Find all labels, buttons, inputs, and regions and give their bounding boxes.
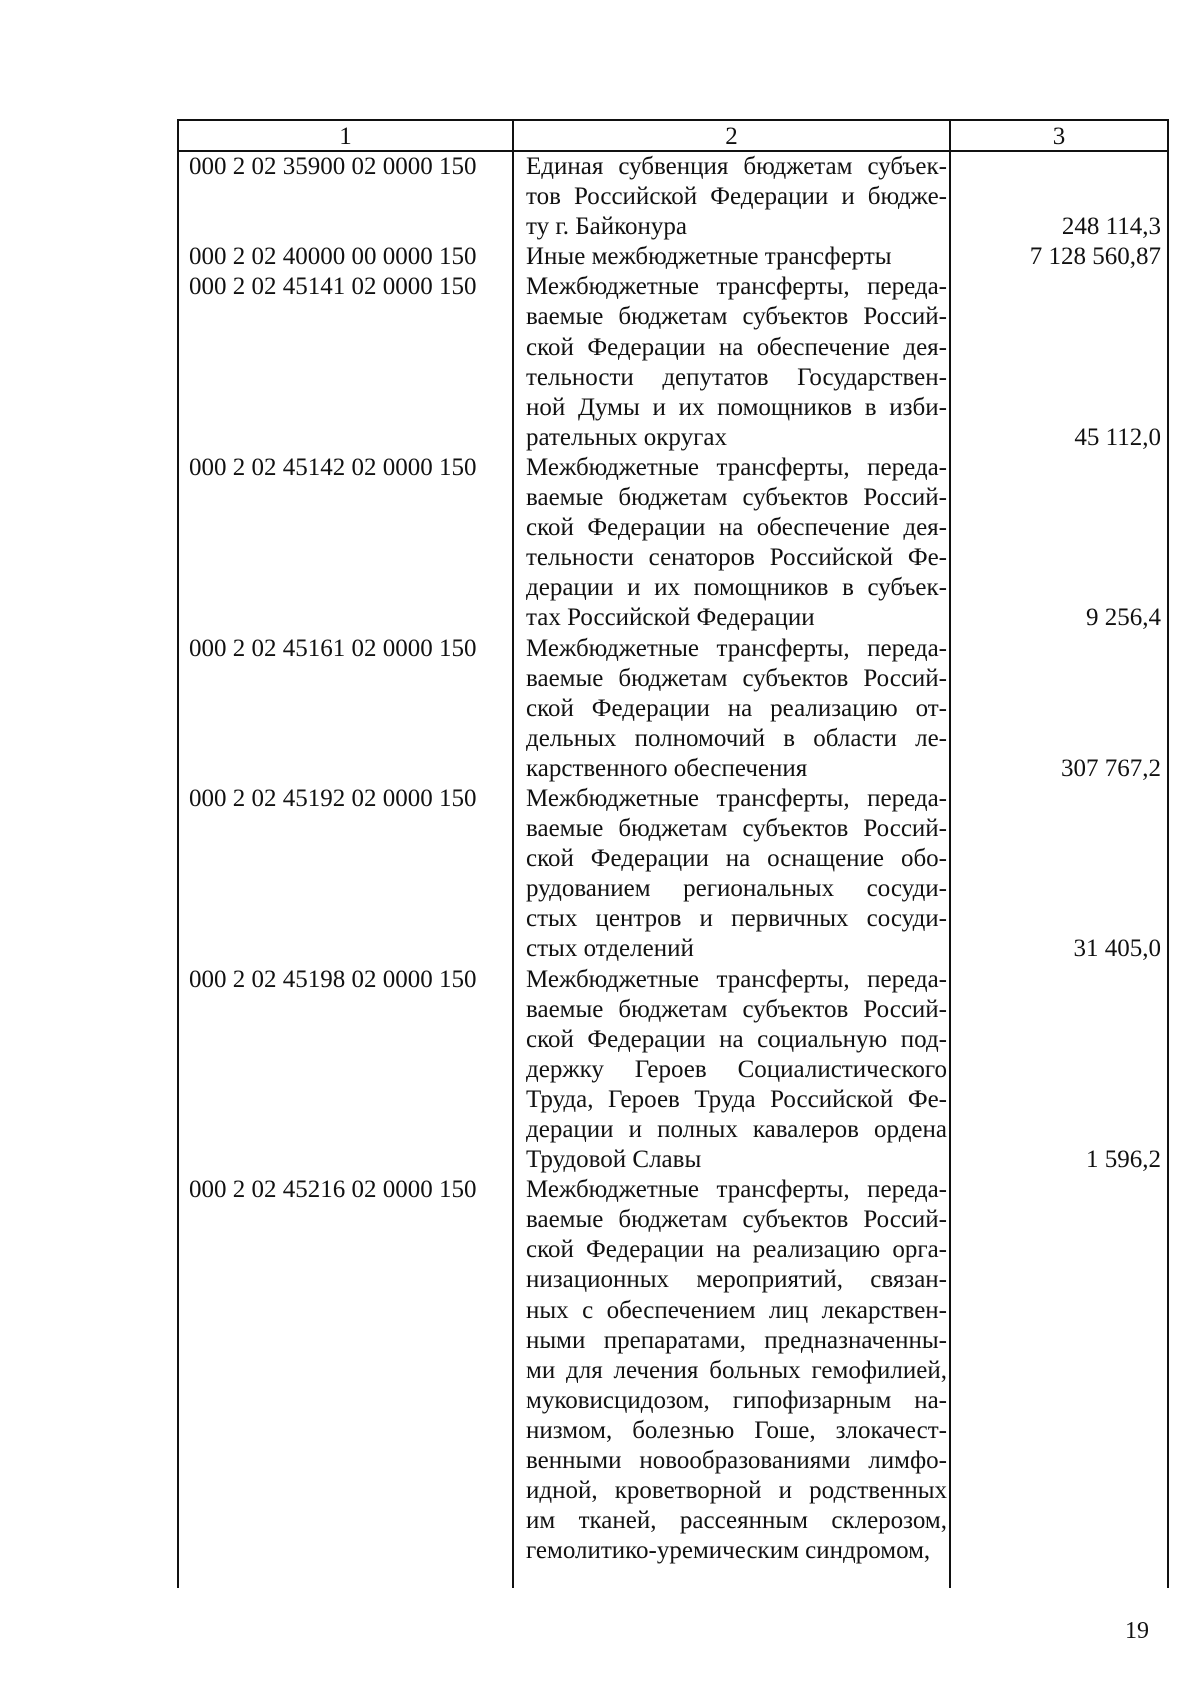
amount-cell <box>951 784 1167 965</box>
amount-value: 31 405,0 <box>1073 935 1161 963</box>
table-row <box>179 965 1167 1176</box>
description-line: ваемые бюджетам субъектов Россий- <box>526 484 947 512</box>
amount-cell <box>951 242 1167 272</box>
description-line: Межбюджетные трансферты, переда- <box>526 453 947 481</box>
budget-table <box>177 119 1169 1588</box>
description-line: им тканей, рассеянным склерозом, <box>526 1507 947 1535</box>
budget-code-cell: 000 2 02 35900 02 0000 150 <box>189 153 477 180</box>
table-row <box>179 272 1167 453</box>
description-line: гемолитико-уремическим синдромом, <box>526 1537 931 1565</box>
description-line: ту г. Байконура <box>526 213 687 241</box>
description-cell <box>514 242 951 272</box>
description-line: ской Федерации на реализацию от- <box>526 694 947 722</box>
table-row <box>179 453 1167 634</box>
page-number: 19 <box>1125 1618 1149 1644</box>
description-line: ными препаратами, предназначенны- <box>526 1326 947 1354</box>
amount-cell <box>951 634 1167 784</box>
description-line: идной, кроветворной и родственных <box>526 1477 947 1505</box>
budget-code-cell: 000 2 02 40000 00 0000 150 <box>189 243 477 271</box>
description-line: ных с обеспечением лиц лекарствен- <box>526 1296 947 1324</box>
amount-cell <box>951 272 1167 453</box>
description-cell <box>514 1175 951 1566</box>
amount-value: 7 128 560,87 <box>1029 243 1161 271</box>
header-col-description: 2 <box>514 121 951 150</box>
description-line: дельных полномочий в области ле- <box>526 724 947 752</box>
description-line: ваемые бюджетам субъектов Россий- <box>526 303 947 331</box>
description-cell <box>514 272 951 453</box>
description-line: Труда, Героев Труда Российской Фе- <box>526 1085 947 1113</box>
description-line: Межбюджетные трансферты, переда- <box>526 965 947 993</box>
description-line: ваемые бюджетам субъектов Россий- <box>526 815 947 843</box>
description-line: ской Федерации на реализацию орга- <box>526 1236 947 1264</box>
table-header-row <box>179 119 1167 152</box>
description-line: Трудовой Славы <box>526 1146 702 1174</box>
table-row <box>179 784 1167 965</box>
description-line: Межбюджетные трансферты, переда- <box>526 273 947 301</box>
amount-value: 1 596,2 <box>1086 1146 1161 1174</box>
description-line: ской Федерации на обеспечение дея- <box>526 514 947 542</box>
table-row <box>179 152 1167 242</box>
amount-value: 9 256,4 <box>1086 604 1161 632</box>
amount-value: 307 767,2 <box>1061 754 1161 782</box>
description-line: ной Думы и их помощников в изби- <box>526 393 947 421</box>
description-line: стых отделений <box>526 935 694 963</box>
description-line: Межбюджетные трансферты, переда- <box>526 1176 947 1204</box>
description-line: ской Федерации на социальную под- <box>526 1025 947 1053</box>
budget-code-cell: 000 2 02 45198 02 0000 150 <box>189 965 477 993</box>
budget-code-cell: 000 2 02 45192 02 0000 150 <box>189 784 477 812</box>
description-line: дерации и их помощников в субъек- <box>526 574 947 602</box>
budget-code-cell: 000 2 02 45216 02 0000 150 <box>189 1176 477 1204</box>
description-line: ваемые бюджетам субъектов Россий- <box>526 995 947 1023</box>
description-line: ваемые бюджетам субъектов Россий- <box>526 1206 947 1234</box>
description-cell <box>514 784 951 965</box>
description-line: низмом, болезнью Гоше, злокачест- <box>526 1416 947 1444</box>
description-line: венными новообразованиями лимфо- <box>526 1447 947 1475</box>
description-line: карственного обеспечения <box>526 754 808 782</box>
description-line: низационных мероприятий, связан- <box>526 1266 947 1294</box>
description-line: ской Федерации на обеспечение дея- <box>526 333 947 361</box>
amount-value: 248 114,3 <box>1061 213 1161 241</box>
description-line: рудованием региональных сосуди- <box>526 875 947 903</box>
description-line: муковисцидозом, гипофизарным на- <box>526 1386 947 1414</box>
amount-cell <box>951 965 1167 1176</box>
budget-code-cell: 000 2 02 45161 02 0000 150 <box>189 634 477 662</box>
table-row <box>179 1175 1167 1566</box>
amount-value: 45 112,0 <box>1074 423 1161 451</box>
description-line: Межбюджетные трансферты, переда- <box>526 784 947 812</box>
header-col-amount: 3 <box>1052 123 1066 150</box>
description-line: стых центров и первичных сосуди- <box>526 905 947 933</box>
description-line: ской Федерации на оснащение обо- <box>526 845 947 873</box>
description-line: дерации и полных кавалеров ордена <box>526 1116 947 1143</box>
description-line: ваемые бюджетам субъектов Россий- <box>526 664 947 692</box>
description-line: держку Героев Социалистического <box>526 1055 947 1083</box>
description-cell <box>514 453 951 634</box>
header-col-code: 1 <box>179 121 514 150</box>
description-cell <box>514 634 951 784</box>
description-line: тов Российской Федерации и бюдже- <box>526 183 947 211</box>
description-line: Иные межбюджетные трансферты <box>526 243 892 271</box>
description-line: тельности сенаторов Российской Фе- <box>526 544 947 572</box>
budget-code-cell: 000 2 02 45141 02 0000 150 <box>189 273 477 301</box>
table-body <box>179 152 1167 1566</box>
table-row <box>179 242 1167 272</box>
description-cell <box>514 965 951 1176</box>
amount-cell <box>951 453 1167 634</box>
table-row <box>179 634 1167 784</box>
description-line: рательных округах <box>526 423 727 451</box>
budget-code-cell: 000 2 02 45142 02 0000 150 <box>189 453 477 481</box>
description-line: тах Российской Федерации <box>526 604 815 632</box>
description-line: тельности депутатов Государствен- <box>526 363 947 391</box>
description-line: Единая субвенция бюджетам субъек- <box>526 153 947 180</box>
description-line: Межбюджетные трансферты, переда- <box>526 634 947 662</box>
amount-cell <box>951 152 1167 242</box>
description-line: ми для лечения больных гемофилией, <box>526 1356 947 1384</box>
amount-cell <box>951 1175 1167 1566</box>
description-cell <box>514 152 951 242</box>
